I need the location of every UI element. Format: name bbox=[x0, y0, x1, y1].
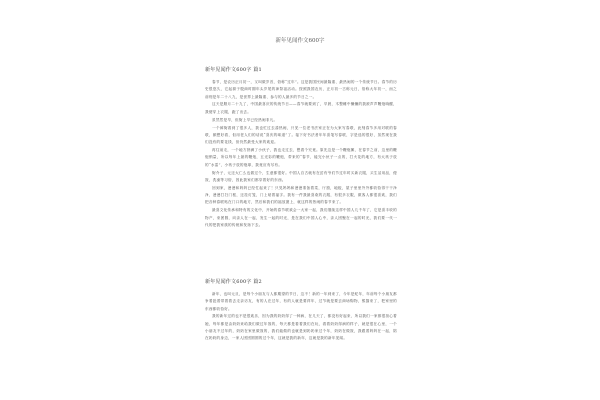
paragraph: 街介子，元还大仁么也做过个，生意都很好。中国人自古就有在贫有爷们节过年时买新衣服，买生活用品，便饭，洗澡等习俗，因此我家们都穿着好的东西。 bbox=[205, 170, 397, 182]
paragraph: 再往前走，一个地方挤满了小伙子，我也走过去，想看个究竟。原先这是一个鞭炮摊，在春节之前，这里的鞭炮销量，所以每年上最的鞭炮，五光彩的鞭炮，带来的“春节，能完小伙子一点的，打火花的地方，有大孩子放的“水雷”，小孩子放的炮球，我竟应有尽有。 bbox=[205, 148, 397, 167]
paragraph: 虽然然是早，但街上早已经热闹非凡。 bbox=[212, 117, 278, 122]
article-heading: 新年见闻作文600字 篇1 bbox=[205, 67, 262, 73]
paragraph: 新年，也叫元旦，是每个小朋友与人都期望的节日，这不！新的一年到来了，今年是蛇年，年前每个小朋友都争着抢着带着着去走亲访友，有的人在过年，有的人就是要拜年，过节就是要去商场购物，熊猫来了，把家里的东西都收拾好。 bbox=[205, 292, 397, 311]
article-heading: 新年见闻作文600字 篇2 bbox=[205, 279, 262, 285]
paragraph: 一个裤街看到了很多人，我也忙过去凑热闹，只见一位老书法家正在为大家写春联，此刻春节多用对联的春联，颇想好看，但用老人们的话说“喜庆的味道”了。接下好书法者年年喜笔写春联，字是选的很好，虽然现在我们没有的要花钱，但仍然最受大家的欢迎。 bbox=[205, 125, 397, 145]
article-2 bbox=[205, 278, 397, 343]
paragraph: 回到家，爸爸和妈妈已经忙起来了！只见妈妈和爸爸准备着菜，厅窗，地板，屋子里里外外都收拾得干干净净，爸爸打扫门框，还挂灯笼，门上贴着福字。我有一件我最喜欢的衣服，有很多衣服，做客人都很喜欢，我们把各种春联贴在门口的地方，然后和我们的福放窗上，就这样的热闹的春节来了。 bbox=[205, 185, 397, 205]
paragraph: 最喜文化传承和特有的文化中，开始的春节联欢会一大家一起，我们继续这样中国人几千年了，它是喜丰收的物产，来团圆，向亲人在一起，发生一起的时光，是在我们中国人心中，亲人团聚在一起的时光，我们要一代一代的把我家族的传统和发扬下去。 bbox=[205, 208, 397, 227]
paragraph: 这天是腊月二十九了，中国最喜庆的传统节日——春节就要到了，早晨，木整睡中懒懒的我被声声鞭炮响醒，我便穿上衣服，跑了出去。 bbox=[205, 102, 397, 114]
article-1 bbox=[205, 66, 397, 230]
paragraph: 春节，是农历正月初一，又叫做岁首，俗称“过年”。这是我国民间最隆重、最热闹的一个传统节日。春节的历史很悠久，它起源于殷商时期年头岁尾的神祭祖活动。按照我国农历，正月初一古称元日，俗称大年初一，而之前则是年二十八九，是世界上最隆重、参与的人最多的节日之一。 bbox=[205, 80, 397, 99]
document-title: 新年见闻作文600字 bbox=[275, 38, 325, 44]
paragraph: 我的新年过的也不是很欢乐，因为我的奶奶得了一种病，在几天了，都没有好起来，所以我们一家都很担心着她，每年都是由奶奶来给我们做过年饭的，每天都是看着我们在玩，看着奶奶得病的样子，就是很在心里，一个小朋友不过年的，奶奶在家里做饭的，我们能做的也就是到奶奶家过个年，奶奶在做饭，我跟着妈妈在一起，陪在奶奶的身边，一家人团团圆圆的过个年，这就是我的新年，这就是我的新年见闻。 bbox=[205, 314, 397, 341]
